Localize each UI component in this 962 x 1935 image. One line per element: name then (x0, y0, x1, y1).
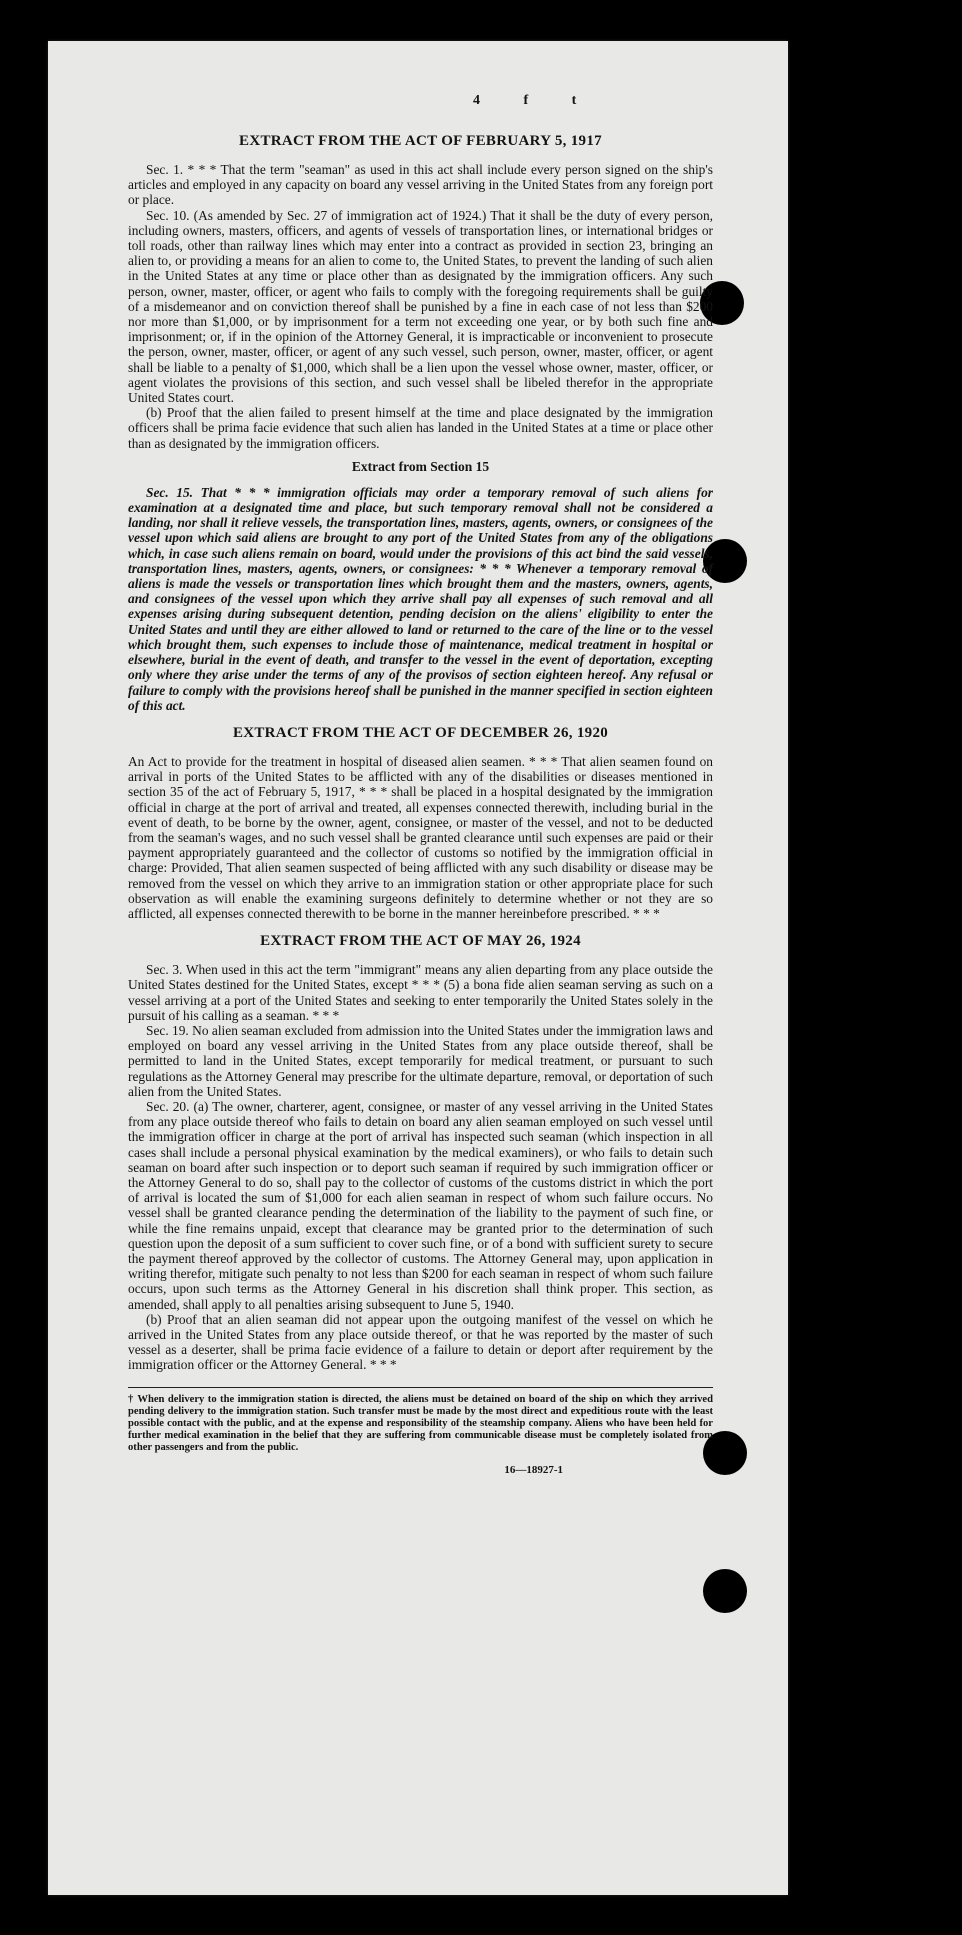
form-number: 16—18927-1 (504, 1463, 563, 1476)
document-body (128, 133, 713, 1476)
document-page (48, 41, 788, 1895)
section-heading: EXTRACT FROM THE ACT OF DECEMBER 26, 1920 (232, 724, 609, 741)
footnote: † When delivery to the immigration station is directed, the aliens must be detained on board of the ship on which they arrived pending delivery to the immigration station. Such transfer must be made by the most direct and expeditious route with the least possible contact with the public, and at the expense and responsibility of the steamship company. Aliens who have been held for further medical examination in the belief that they are suffering from communicable disease must be completely isolated from other passengers and from the public. (128, 1387, 713, 1454)
paragraph-sec-10b: (b) Proof that the alien failed to present himself at the time and place designated by the immigration officers shall be prima facie evidence that such alien has landed in the United States at a time or place other than as designated by the immigration officers. (128, 405, 713, 451)
paragraph-sec-15: Sec. 15. That * * * immigration officials may order a temporary removal of such aliens for examination at a designated time and place, but such temporary removal shall not be considered a landing, nor shall it relieve vessels, the transportation lines, masters, agents, owners, or consignees of the vessel upon which said aliens are brought to any port of the United States from any of the obligations which, in case such aliens remain on board, would under the provisions of this act bind the said vessels, transportation lines, masters, agents, owners, or consignees: * * * Whenever a temporary removal of aliens is made the vessels or transportation lines which brought them and the masters, owners, agents, and consignees of the vessel upon which they arrive shall pay all expenses of such removal and all expenses arising during subsequent detention, pending decision on the aliens' eligibility to enter the United States and until they are either allowed to land or returned to the care of the line or to the vessel which brought them, such expenses to include those of maintenance, medical treatment in hospital or elsewhere, burial in the event of death, and transfer to the vessel in the event of deportation, excepting only where they arise under the terms of any of the provisos of section eighteen hereof. Any refusal or failure to comply with the provisions hereof shall be punished in the manner specified in section eighteen of this act. (128, 484, 713, 713)
paragraph-sec-1: Sec. 1. * * * That the term "seaman" as used in this act shall include every person signed on the ship's articles and employed in any capacity on board any vessel arriving in the United States from any foreign port or place. (128, 162, 713, 208)
paragraph-sec-20b: (b) Proof that an alien seaman did not appear upon the outgoing manifest of the vessel on which he arrived in the United States from any place outside thereof, or that he was reported by the master of such vessel as a deserter, shall be prima facie evidence of a failure to detain or deport after requirement by the immigration officer or the Attorney General. * * * (128, 1311, 713, 1373)
paragraph-sec-19: Sec. 19. No alien seaman excluded from admission into the United States under the immigration laws and employed on board any vessel arriving in the United States from any place outside thereof, shall be permitted to land in the United States, except temporarily for medical treatment, or pursuant to such regulations as the Attorney General may prescribe for the ultimate departure, removal, or deportation of such alien from the United States. (128, 1022, 713, 1099)
paragraph-sec-20a: Sec. 20. (a) The owner, charterer, agent, consignee, or master of any vessel arriving in the United States from any place outside thereof who fails to detain on board any alien seaman employed on such vessel until the immigration officer in charge at the port of arrival has inspected such seaman (which inspection in all cases shall include a personal physical examination by the medical examiners), or who fails to detain such seaman on board after such inspection or to deport such seaman if required by such immigration officer or the Attorney General to do so, shall pay to the collector of customs of the customs district in which the port of arrival is located the sum of $1,000 for each alien seaman in respect of whom such failure occurs. No vessel shall be granted clearance pending the determination of the liability to the payment of such fine, or while the fine remains unpaid, except that clearance may be granted prior to the determination of such question upon the deposit of a sum sufficient to cover such fine, or of a bond with sufficient surety to secure the payment thereof approved by the collector of customs. The Attorney General may, upon application in writing therefor, mitigate such penalty to not less than $200 for each seaman in respect of whom such failure occurs, upon such terms as the Attorney General in his discretion shall think proper. This section, as amended, shall apply to all penalties arising subsequent to June 5, 1940. (128, 1098, 713, 1312)
section-heading: Extract from Section 15 (351, 458, 490, 474)
paragraph-act-1920: An Act to provide for the treatment in hospital of diseased alien seamen. * * * That alien seamen found on arrival in ports of the United States to be afflicted with any of the disabilities or diseases mentioned in section 35 of the act of February 5, 1917, * * * shall be placed in a hospital designated by the immigration official in charge at the port of arrival and treated, all expenses connected therewith, including burial in the event of death, to be borne by the owner, agent, consignee, or master of the vessel, and not to be deducted from the seaman's wages, and no such vessel shall be granted clearance until such expenses are paid or their payment appropriately guaranteed and the collector of customs so notified by the immigration official in charge: Provided, That alien seamen suspected of being afflicted with any such disability or disease may be removed from the vessel on which they arrive to an immigration station or other appropriate place for such observation as will enable the examining surgeons definitely to determine whether or not they are so afflicted, all expenses connected therewith to be borne in the manner hereinbefore prescribed. * * * (128, 753, 713, 921)
section-heading: EXTRACT FROM THE ACT OF FEBRUARY 5, 1917 (239, 133, 602, 149)
paragraph-sec-10: Sec. 10. (As amended by Sec. 27 of immigration act of 1924.) That it shall be the duty of every person, including owners, masters, officers, and agents of vessels of transportation lines, or international bridges or toll roads, other than railway lines which may enter into a contract as provided in section 23, bringing an alien to, or providing a means for an alien to come to, the United States, to prevent the landing of such alien in the United States at any time or place other than as designated by the immigration officers. Any such person, owner, master, officer, or agent who fails to comply with the foregoing requirements shall be guilty of a misdemeanor and on conviction thereof shall be punished by a fine in each case of not less than $200 nor more than $1,000, or by imprisonment for a term not exceeding one year, or by both such fine and imprisonment; or, if in the opinion of the Attorney General, it is impracticable or inconvenient to prosecute the person, owner, master, officer, or agent of any such vessel, such person, owner, master, officer, or agent shall be liable to a penalty of $1,000, which shall be a lien upon the vessel whose owner, master, officer, or agent violates the provisions of this section, and such vessel shall be libeled therefor in the appropriate United States court. (128, 207, 713, 406)
top-marks: 4 f t (473, 93, 597, 108)
paragraph-sec-3: Sec. 3. When used in this act the term "immigrant" means any alien departing from any place outside the United States destined for the United States, except * * * (5) a bona fide alien seaman serving as such on a vessel arriving at a port of the United States and seeking to enter temporarily the United States solely in the pursuit of his calling as a seaman. * * * (128, 962, 713, 1023)
punch-hole (703, 1569, 747, 1613)
section-heading: EXTRACT FROM THE ACT OF MAY 26, 1924 (260, 933, 581, 950)
